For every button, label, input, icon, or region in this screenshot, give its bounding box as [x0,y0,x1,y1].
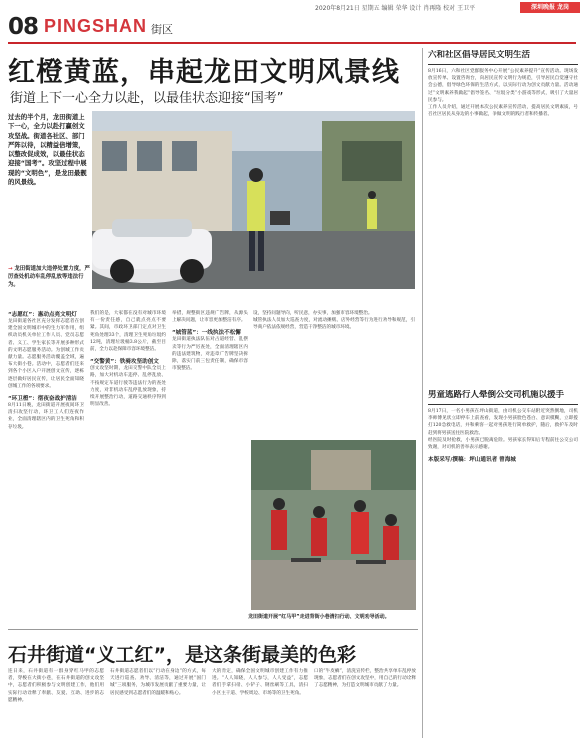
newspaper-logo: 深圳晚报 龙岗 [520,2,580,13]
right-story-1-rule [428,64,578,65]
subhead-volunteer: “志愿红”：惠动点亮文明灯 [8,312,77,318]
right-story-1-title: 六和社区倡导居民文明生活 [428,50,531,60]
bottom-headline: 石井街道“义工红”，是这条街最美的色彩 [8,644,356,666]
section-title: PINGSHAN [44,16,148,36]
right-story-2-title: 男童逃路行人晕倒公交司机施以援手 [428,390,565,400]
page-header [0,0,584,44]
subsection-title: 街区 [151,23,173,36]
arrow-right-icon: → [8,266,15,272]
main-subheadline: 街道上下一心全力以赴，以最佳状态迎接“国考” [10,91,284,106]
subhead-sanitation: “环卫橙”：彻夜奋战护清洁 [8,396,77,403]
subhead-urban-management: “城管蓝”：一线执法不松懈 [172,330,241,337]
photo-traffic-enforcement-image [92,111,415,289]
main-col-3-text: 举措，规整街区违规广告牌，从源头上解决问题，让市容更加整洁有序。 [172,311,248,324]
main-col-1 [8,310,84,628]
main-col-2 [90,310,166,628]
photo-traffic-enforcement [92,111,415,289]
bottom-col-1-text: 连日来，石井街道有一群身穿红马甲的志愿者，穿梭在大街小巷，在石井街道的创文攻坚中，志愿者们积极参与文明创建工作，他们用实际行动诠释了奉献、友爱、互助、进步的志愿精神。 [8,669,104,703]
main-headline: 红橙黄蓝，串起龙田文明风景线 [8,57,400,88]
main-col-4-text: 设，坚持问题导向，听民意，办实事，加强市容环境整治。 [253,311,373,316]
main-col-3-text-b: 龙田街道执法队伍对占道经营、乱摆卖等行为严厉查处，全面清理辖区内的违法建筑物，对违章广告牌坚决拆除，落实门前三包责任制，确保市容市貌整洁。 [172,337,248,372]
bottom-col-4-text: 口的“牛皮癣”，清洗宣传栏，整治共享单车乱停放现象，志愿者们在创文攻坚中，用自己的行动诠释了志愿精神，为打造文明城市贡献了力量。 [314,669,416,689]
bottom-col-4 [314,668,416,744]
bottom-col-2 [110,668,206,744]
bottom-col-2-text: 石井街道志愿者们以“行动在身边”的方式，每天进行巡查、劝导、清洁等，通过开展“国门城”三项服务，为城市发展贡献了重要力量，让居民感受到志愿者们的温暖和贴心。 [110,669,206,696]
section-divider [8,629,418,630]
photo2-caption: 龙田街道开展“红马甲”走进背街小巷清扫行动、文明劝导活动。 [248,614,390,620]
right-story-2-text: 8月17日，一名小男孩在坪山街道，由司机公交车站附近突然倒地，司机李师傅见状立即停车上前查看，发现小男孩脸色苍白、意识模糊，立即拨打120急救电话，并和乘客一起对男孩进行简单救护，随后，救护车及时赶到将男孩送往医院救治。 [428,409,578,436]
main-col-1-text: 龙田街道各社区充分发挥志愿者在创建全国文明城市中的生力军作用，组织动员机关单位工作人员、党员志愿者、义工、学生家长等开展多种形式的文明志愿服务活动。为创城工作贡献力量。志愿服务活动覆盖全域，遍布大街小巷。活动中，志愿者们还来到各个小区入户开展创文宣传，逐栋逐层做好居民宣传，让居民全面知晓创城工作的各项要求。 [8,319,84,389]
main-col-2-text: 我们的是，大家都在没有对城市环境有一份责任感，自己就点亮点不要紧。其间，市政环卫部门定点对卫生死角处理33个，清理卫生死角垃圾约12吨，清理垃圾桶3.8公斤，截至目前，全力以赴保障市容环境整洁。 [90,311,166,353]
main-col-4 [253,310,415,436]
bottom-col-1 [8,668,104,744]
photo1-caption-text: 龙田街道加大违停处置力度，严厉查处机动车乱停乱放等违法行为。 [8,266,90,288]
right-story-1-text: 8月16日，六和社区党群服务中心开展“公民素养提升”宣传活动。现场发放宣传单、设置咨询台，向居民宣传文明行为规范，引导居民自觉遵守社会公德，倡导绿色环保的生活方式，以实际行动为创文贡献力量。活动通过“文明素养我做起”倡导签名、“垃圾分类”小游戏等形式，吸引了大量居民参与。 [428,69,578,103]
main-col-4-text-b: 城管执法人员加大巡查力度，对流动摊贩、店外经营等行为进行劝导和规范，引导商户依法依规经营，营造干净整洁的城市环境。 [253,318,415,331]
right-story-2 [428,390,578,745]
main-col-1-text-b: 8月11日晚，龙田街道开展夜间环卫清扫攻坚行动，环卫工人们连夜作业，全面清理辖区内的卫生死角和积存垃圾。 [8,403,84,430]
header-meta: 2020年8月21日 星期五 编辑 荣华 设计 肖再隆 校对 王卫平 [315,5,476,12]
page-number: 08 [8,14,39,40]
right-story-1 [428,50,578,380]
subhead-traffic: “交警黄”：铁骑攻坚助创文 [90,359,159,366]
byline: 本版采写/撰稿：坪山通讯者 曾海城 [428,457,516,464]
bottom-col-3 [212,668,308,744]
main-col-2-text-b: 创文攻坚时期，龙田交警中队全员上路，加大对机动车违停、乱停乱放、不按规定车道行驶等违法行为的查处力度，对非机动车乱停乱放现象，持续开展整治行动，道路交通秩序得到明显改善。 [90,366,166,408]
main-col-3 [172,310,248,628]
column-divider [422,48,423,738]
bottom-col-3-text: 大的肯定，确保全国文明城市创建工作有力推进。“人人知晓，人人参与，人人受益”，志愿者们手拿扫帚、小铲子、钢丝刷等工具，清扫小区主干道、学校周边、市场等的卫生死角。 [212,669,308,696]
right-story-1-text-b: 工作人员介绍，通过开展本次公民素养宣传活动，提高居民文明素质，号召社区居民从身边的小事做起，争做文明的践行者和传播者。 [428,105,578,118]
photo-volunteers-image [251,440,416,610]
lead-paragraph: 过去的半个月，龙田街道上下一心，全力以赴打赢创文攻坚战。街道各社区、部门严阵以待，以精益倍增策，以整改促成效，以最佳状态迎接“国考”。攻坚过程中展现的“文明色”，是龙田最靓的风景线。 [8,113,87,187]
photo1-caption [8,265,90,289]
header-divider [8,42,576,44]
photo-volunteers [251,440,416,610]
right-story-2-text-b: 经医院及时抢救，小男孩已脱离危险。男孩家长得知后专程前往公交公司致谢，对司机的善举表示感谢。 [428,437,578,451]
right-story-2-rule [428,404,578,405]
